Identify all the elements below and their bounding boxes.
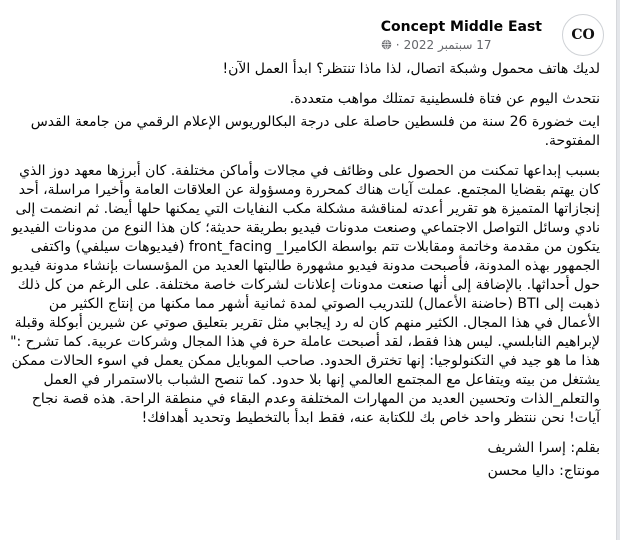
- post-paragraph-topic: نتحدث اليوم عن فتاة فلسطينية تمتلك مواهب متعددة.: [289, 91, 600, 107]
- post-meta-line: [381, 38, 542, 52]
- post-paragraph-intro: لديك هاتف محمول وشبكة اتصال، لذا ماذا تنتظر؟ ابدأ العمل الآن!: [222, 61, 600, 77]
- post-credit-editor: مونتاج: داليا محسن: [487, 463, 600, 479]
- post-date-link[interactable]: 17 سبتمبر 2022: [403, 37, 492, 52]
- avatar-text: CO: [571, 27, 595, 43]
- post-meta: [381, 19, 542, 52]
- post-credit-author: بقلم: إسرا الشريف: [487, 440, 600, 456]
- page-name-link[interactable]: Concept Middle East: [380, 18, 542, 35]
- post-body: [10, 60, 600, 485]
- post-header: [381, 14, 604, 56]
- post-paragraph-story: بسبب إبداعها تمكنت من الحصول على وظائف في مجالات وأماكن مختلفة. كان أبرزها معهد دوز الذي كان يهتم بقضايا المجتمع. عملت آيات هناك كمحررة ومسؤولة عن العلاقات العامة وأخيرا مراسلة، أحد إنجازاتها المتميزة هو تقرير أعدته لمناقشة مشكلة مكب النفايات التي يمكنها حلها أيضا. ثم انضمت إلى نادي وسائل التواصل الاجتماعي وصنعت مدونات فيديو بطريقة حديثة؛ كان هذا النوع من مدونات الفيديو يتكون من مقدمة وخاتمة ومقابلات تتم بواسطة الكاميرا_ front_facing (فيديوهات سيلفي) واكتفى الجمهور بهذه المدونة، فأصبحت مدونة فيديو مشهورة طالبتها العديد من المؤسسات بإنشاء مدونة فيديو حول أحداثها. بالإضافة إلى أنها صنعت مدونات إعلانات لشركات خاصة مختلفة. على الرغم من كل ذلك ذهبت إلى BTI (حاضنة الأعمال) للتدريب الصوتي لمدة ثمانية أشهر مما مكنها من إنتاج الكثير من الأعمال في هذا المجال. الكثير منهم كان له رد إيجابي مثل تقرير بتعليق صوتي عن شيرين أبوكلة وقبلة لإبراهيم النابلسي. ليس هذا فقط، لقد أصبحت عاملة حرة في هذا المجال وشركات عربية. كما تشرح :" هذا ما هو جيد في التكنولوجيا: إنها تخترق الحدود. صاحب الموبايل ممكن يعمل في اسوء الحالات ممكن يشتغل من بيته ويتفاعل مع المجتمع العالمي إنها بلا حدود. كما تنصح الشباب بالاستمرار في العمل والتعلم_الذات وتحسين العديد من المهارات المختلفة وعدم البقاء في منطقة الراحة. هذه قصة نجاح آيات! نحن ننتظر واحد خاص بك للكتابة عنه، فقط ابدأ بالتخطيط وتحديد أهدافك!: [10, 163, 600, 426]
- meta-separator: ·: [395, 37, 400, 52]
- globe-icon[interactable]: [381, 39, 392, 50]
- avatar[interactable]: [562, 14, 604, 56]
- post-paragraph-bio: ايت خضورة 26 سنة من فلسطين حاصلة على درجة البكالوريوس الإعلام الرقمي من جامعة القدس المفتوحة.: [30, 114, 600, 149]
